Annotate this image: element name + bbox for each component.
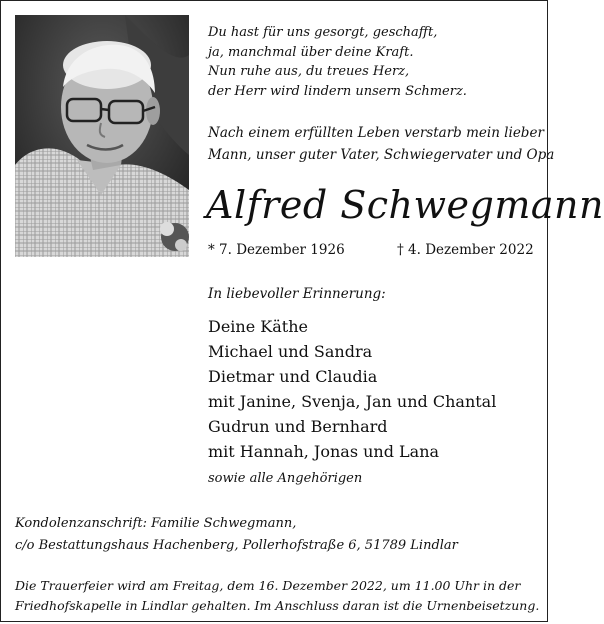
- portrait-photo: [15, 15, 189, 257]
- address-line: Kondolenzanschrift: Familie Schwegmann,: [15, 516, 297, 531]
- remembrance-label: In liebevoller Erinnerung:: [208, 286, 386, 302]
- condolence-address: [15, 513, 458, 557]
- verse-line: Du hast für uns gesorgt, geschafft,: [208, 25, 438, 40]
- family-member: mit Janine, Svenja, Jan und Chantal: [208, 392, 497, 411]
- ceremony-line: Die Trauerfeier wird am Freitag, dem 16. Dezember 2022, um 11.00 Uhr in der: [15, 578, 521, 593]
- family-member: Michael und Sandra: [208, 342, 373, 361]
- verse: [208, 23, 467, 101]
- intro-line: Mann, unser guter Vater, Schwiegervater und Opa: [208, 147, 555, 163]
- verse-line: ja, manchmal über deine Kraft.: [208, 44, 414, 60]
- ceremony-info: [15, 576, 539, 616]
- birth-date: * 7. Dezember 1926: [208, 242, 345, 258]
- family-member: Deine Käthe: [208, 317, 308, 336]
- deceased-name: Alfred Schwegmann: [206, 183, 604, 227]
- death-date: † 4. Dezember 2022: [397, 242, 534, 258]
- verse-line: der Herr wird lindern unsern Schmerz.: [208, 83, 467, 99]
- intro-line: Nach einem erfüllten Leben verstarb mein lieber: [208, 125, 544, 141]
- family-member: Dietmar und Claudia: [208, 367, 378, 386]
- address-line: c/o Bestattungshaus Hachenberg, Pollerhofstraße 6, 51789 Lindlar: [15, 538, 458, 553]
- family-member: mit Hannah, Jonas und Lana: [208, 442, 440, 461]
- family-list: [208, 314, 496, 464]
- ceremony-line: Friedhofskapelle in Lindlar gehalten. Im Anschluss daran ist die Urnenbeisetzung.: [15, 598, 540, 613]
- family-member: Gudrun und Bernhard: [208, 417, 388, 436]
- other-relatives: sowie alle Angehörigen: [208, 471, 363, 486]
- intro-text: [208, 122, 554, 166]
- verse-line: Nun ruhe aus, du treues Herz,: [208, 64, 410, 79]
- portrait-illustration: [15, 15, 189, 257]
